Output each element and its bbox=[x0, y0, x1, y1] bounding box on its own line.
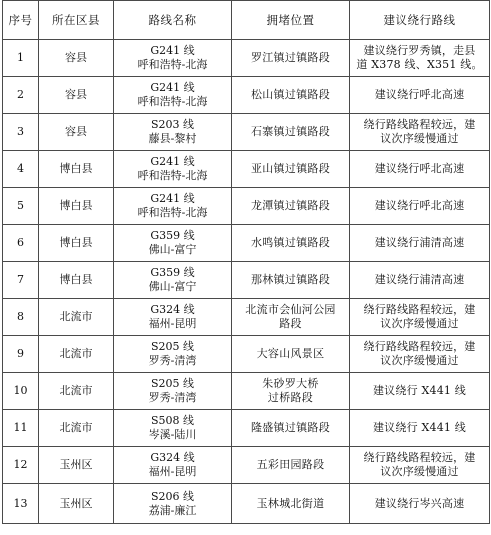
advice-cell bbox=[350, 40, 490, 77]
road-endpoints: 藤县-黎村 bbox=[148, 132, 197, 145]
location-line-2: 过桥路段 bbox=[267, 391, 314, 404]
location-line-1: 五彩田园路段 bbox=[256, 458, 325, 471]
road-code: G324 线 bbox=[150, 451, 195, 464]
table-row bbox=[3, 484, 490, 524]
location-line-1: 大容山风景区 bbox=[256, 347, 325, 360]
row-number: 10 bbox=[3, 373, 39, 410]
road-code: G324 线 bbox=[150, 303, 195, 316]
table-row bbox=[3, 225, 490, 262]
advice-line-2: 道 X378 线、X351 线。 bbox=[356, 58, 483, 71]
location-line-1: 水鸣镇过镇路段 bbox=[250, 236, 331, 249]
location-cell bbox=[232, 40, 350, 77]
location-cell bbox=[232, 225, 350, 262]
table-row bbox=[3, 262, 490, 299]
road-cell bbox=[114, 336, 232, 373]
row-number: 11 bbox=[3, 410, 39, 447]
road-cell bbox=[114, 225, 232, 262]
congestion-detour-table bbox=[2, 0, 490, 524]
advice-line-1: 建议绕行呼北高速 bbox=[374, 199, 465, 212]
header-advice: 建议绕行路线 bbox=[350, 1, 490, 40]
table-header bbox=[3, 1, 490, 40]
advice-cell bbox=[350, 447, 490, 484]
location-cell bbox=[232, 484, 350, 524]
road-code: G241 线 bbox=[150, 81, 195, 94]
road-cell bbox=[114, 40, 232, 77]
location-cell bbox=[232, 373, 350, 410]
table-row bbox=[3, 77, 490, 114]
advice-line-1: 建议绕行罗秀镇，走县 bbox=[363, 44, 476, 57]
county-cell: 博白县 bbox=[39, 151, 114, 188]
advice-line-1: 建议绕行呼北高速 bbox=[374, 162, 465, 175]
advice-cell bbox=[350, 77, 490, 114]
advice-cell bbox=[350, 114, 490, 151]
location-line-1: 罗江镇过镇路段 bbox=[250, 51, 331, 64]
advice-line-2: 议次序缓慢通过 bbox=[380, 465, 459, 478]
table-row bbox=[3, 410, 490, 447]
table-row bbox=[3, 114, 490, 151]
road-cell bbox=[114, 299, 232, 336]
road-code: S206 线 bbox=[150, 489, 195, 503]
advice-line-2: 议次序缓慢通过 bbox=[380, 132, 459, 145]
advice-cell bbox=[350, 299, 490, 336]
advice-line-1: 建议绕行浦清高速 bbox=[374, 273, 465, 286]
road-cell bbox=[114, 151, 232, 188]
road-code: G241 线 bbox=[150, 155, 195, 168]
advice-line-1: 绕行路线路程较远，建 bbox=[363, 303, 476, 316]
road-code: S508 线 bbox=[150, 414, 195, 427]
road-endpoints: 福州-昆明 bbox=[148, 465, 197, 478]
table-row bbox=[3, 336, 490, 373]
road-cell bbox=[114, 447, 232, 484]
road-cell bbox=[114, 410, 232, 447]
advice-cell bbox=[350, 484, 490, 524]
row-number: 7 bbox=[3, 262, 39, 299]
road-cell bbox=[114, 114, 232, 151]
table-row bbox=[3, 151, 490, 188]
header-location: 拥堵位置 bbox=[232, 1, 350, 40]
row-number: 8 bbox=[3, 299, 39, 336]
location-cell bbox=[232, 262, 350, 299]
road-cell bbox=[114, 77, 232, 114]
advice-cell bbox=[350, 225, 490, 262]
county-cell: 容县 bbox=[39, 40, 114, 77]
table-row bbox=[3, 40, 490, 77]
row-number: 6 bbox=[3, 225, 39, 262]
location-cell bbox=[232, 151, 350, 188]
header-no: 序号 bbox=[3, 1, 39, 40]
county-cell: 北流市 bbox=[39, 410, 114, 447]
advice-line-1: 建议绕行呼北高速 bbox=[374, 88, 465, 101]
row-number: 3 bbox=[3, 114, 39, 151]
row-number: 12 bbox=[3, 447, 39, 484]
row-number: 4 bbox=[3, 151, 39, 188]
location-line-1: 那林镇过镇路段 bbox=[250, 273, 331, 286]
location-line-1: 松山镇过镇路段 bbox=[250, 88, 331, 101]
location-cell bbox=[232, 410, 350, 447]
road-endpoints: 呼和浩特-北海 bbox=[137, 58, 208, 71]
advice-cell bbox=[350, 336, 490, 373]
location-cell bbox=[232, 299, 350, 336]
road-endpoints: 荔浦-廉江 bbox=[148, 503, 197, 517]
county-cell: 博白县 bbox=[39, 225, 114, 262]
county-cell: 博白县 bbox=[39, 188, 114, 225]
road-endpoints: 岑溪-陆川 bbox=[148, 428, 197, 441]
road-endpoints: 福州-昆明 bbox=[148, 317, 197, 330]
location-cell bbox=[232, 447, 350, 484]
road-endpoints: 佛山-富宁 bbox=[148, 280, 197, 293]
location-cell bbox=[232, 188, 350, 225]
advice-line-2: 议次序缓慢通过 bbox=[380, 354, 459, 367]
road-endpoints: 呼和浩特-北海 bbox=[137, 206, 208, 219]
location-cell bbox=[232, 77, 350, 114]
advice-line-1: 绕行路线路程较远，建 bbox=[363, 118, 476, 131]
county-cell: 博白县 bbox=[39, 262, 114, 299]
advice-line-1: 绕行路线路程较远，建 bbox=[363, 340, 476, 353]
location-line-1: 石寨镇过镇路段 bbox=[250, 125, 331, 138]
table-row bbox=[3, 299, 490, 336]
location-cell bbox=[232, 336, 350, 373]
county-cell: 北流市 bbox=[39, 299, 114, 336]
road-code: S205 线 bbox=[150, 340, 195, 353]
advice-line-1: 建议绕行 X441 线 bbox=[372, 384, 467, 397]
road-cell bbox=[114, 188, 232, 225]
advice-line-1: 建议绕行浦清高速 bbox=[374, 236, 465, 249]
table-row bbox=[3, 447, 490, 484]
location-line-1: 亚山镇过镇路段 bbox=[250, 162, 331, 175]
advice-line-1: 建议绕行 X441 线 bbox=[372, 421, 467, 434]
road-endpoints: 佛山-富宁 bbox=[148, 243, 197, 256]
row-number: 13 bbox=[3, 484, 39, 524]
location-line-1: 北流市会仙河公园 bbox=[245, 303, 336, 316]
location-line-1: 隆盛镇过镇路段 bbox=[250, 421, 331, 434]
county-cell: 北流市 bbox=[39, 336, 114, 373]
location-line-1: 玉林城北街道 bbox=[256, 496, 325, 510]
road-endpoints: 呼和浩特-北海 bbox=[137, 169, 208, 182]
advice-cell bbox=[350, 151, 490, 188]
header-county: 所在区县 bbox=[39, 1, 114, 40]
road-cell bbox=[114, 373, 232, 410]
header-road: 路线名称 bbox=[114, 1, 232, 40]
road-code: G359 线 bbox=[150, 266, 195, 279]
table-body bbox=[3, 40, 490, 524]
row-number: 1 bbox=[3, 40, 39, 77]
road-code: G241 线 bbox=[150, 192, 195, 205]
row-number: 9 bbox=[3, 336, 39, 373]
advice-cell bbox=[350, 373, 490, 410]
table-row bbox=[3, 188, 490, 225]
road-endpoints: 呼和浩特-北海 bbox=[137, 95, 208, 108]
location-line-1: 朱砂罗大桥 bbox=[262, 377, 319, 390]
row-number: 2 bbox=[3, 77, 39, 114]
road-cell bbox=[114, 262, 232, 299]
location-cell bbox=[232, 114, 350, 151]
county-cell: 玉州区 bbox=[39, 484, 114, 524]
advice-cell bbox=[350, 410, 490, 447]
advice-cell bbox=[350, 262, 490, 299]
advice-line-1: 建议绕行岑兴高速 bbox=[374, 496, 465, 510]
road-endpoints: 罗秀-清湾 bbox=[148, 354, 197, 367]
row-number: 5 bbox=[3, 188, 39, 225]
road-code: G359 线 bbox=[150, 229, 195, 242]
location-line-2: 路段 bbox=[279, 317, 302, 330]
county-cell: 容县 bbox=[39, 114, 114, 151]
road-code: G241 线 bbox=[150, 44, 195, 57]
road-code: S205 线 bbox=[150, 377, 195, 390]
road-endpoints: 罗秀-清湾 bbox=[148, 391, 197, 404]
location-line-1: 龙潭镇过镇路段 bbox=[250, 199, 331, 212]
county-cell: 容县 bbox=[39, 77, 114, 114]
county-cell: 北流市 bbox=[39, 373, 114, 410]
advice-cell bbox=[350, 188, 490, 225]
county-cell: 玉州区 bbox=[39, 447, 114, 484]
road-code: S203 线 bbox=[150, 118, 195, 131]
road-cell bbox=[114, 484, 232, 524]
advice-line-1: 绕行路线路程较远，建 bbox=[363, 451, 476, 464]
advice-line-2: 议次序缓慢通过 bbox=[380, 317, 459, 330]
table-row bbox=[3, 373, 490, 410]
header-row bbox=[3, 1, 490, 40]
